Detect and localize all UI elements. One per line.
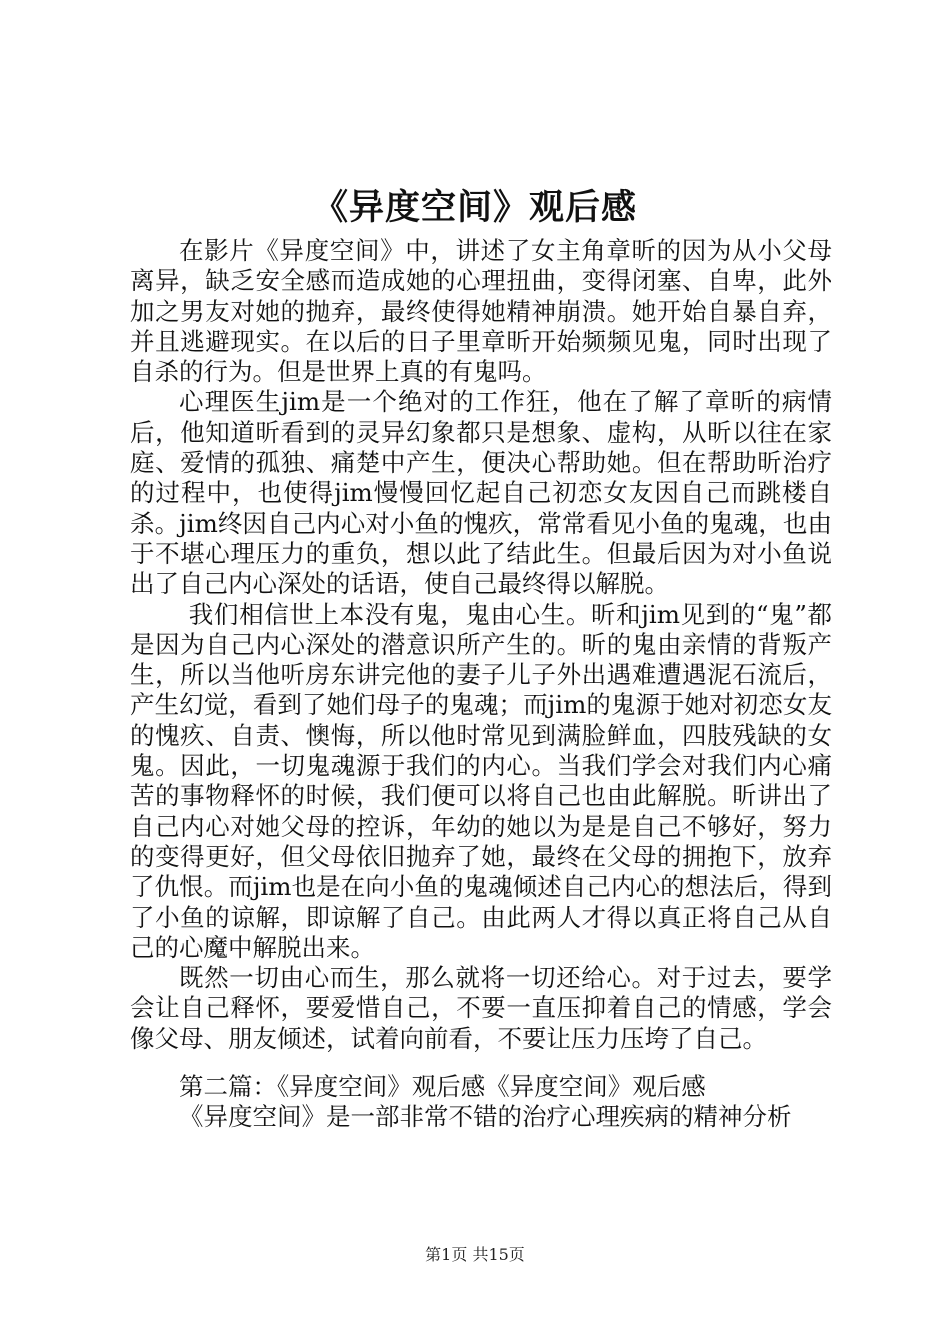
page-title: 《异度空间》观后感 <box>312 187 637 228</box>
section-gap <box>130 1054 832 1072</box>
paragraph-3: 我们相信世上本没有鬼，鬼由心生。昕和jim见到的“鬼”都是因为自己内心深处的潜意识所产生的。昕的鬼由亲情的背叛产生，所以当他听房东讲完他的妻子儿子外出遇难遭遇泥石流后，产生幻觉，看到了她们母子的鬼魂；而jim的鬼源于她对初恋女友的愧疚、自责、懊悔，所以他时常见到满脸鲜血，四肢残缺的女鬼。因此，一切鬼魂源于我们的内心。当我们学会对我们内心痛苦的事物释怀的时候，我们便可以将自己也由此解脱。昕讲出了自己内心对她父母的控诉，年幼的她以为是是自己不够好，努力的变得更好，但父母依旧抛弃了她，最终在父母的拥抱下，放弃了仇恨。而jim也是在向小鱼的鬼魂倾述自己内心的想法后，得到了小鱼的谅解，即谅解了自己。由此两人才得以真正将自己从自己的心魔中解脱出来。 <box>130 599 832 962</box>
paragraph-1: 在影片《异度空间》中，讲述了女主角章昕的因为从小父母离异，缺乏安全感而造成她的心理扭曲，变得闭塞、自卑，此外加之男友对她的抛弃，最终使得她精神崩溃。她开始自暴自弃，并且逃避现实。在以后的日子里章昕开始频频见鬼，同时出现了自杀的行为。但是世界上真的有鬼吗。 <box>130 236 832 387</box>
second-article-first-line: 《异度空间》是一部非常不错的治疗心理疾病的精神分析 <box>179 1102 792 1132</box>
page-footer: 第1页 共15页 <box>425 1245 525 1264</box>
document-body <box>130 236 832 1133</box>
paragraph-4: 既然一切由心而生，那么就将一切还给心。对于过去，要学会让自己释怀，要爱惜自己，不要一直压抑着自己的情感，学会像父母、朋友倾述，试着向前看，不要让压力压垮了自己。 <box>130 963 832 1053</box>
paragraph-2: 心理医生jim是一个绝对的工作狂，他在了解了章昕的病情后，他知道昕看到的灵异幻象都只是想象、虚构，从昕以往在家庭、爱情的孤独、痛楚中产生，便决心帮助她。但在帮助昕治疗的过程中，也使得jim慢慢回忆起自己初恋女友因自己而跳楼自杀。jim终因自己内心对小鱼的愧疚，常常看见小鱼的鬼魂，也由于不堪心理压力的重负，想以此了结此生。但最后因为对小鱼说出了自己内心深处的话语，使自己最终得以解脱。 <box>130 387 832 599</box>
second-article-heading: 第二篇：《异度空间》观后感《异度空间》观后感 <box>179 1072 706 1102</box>
